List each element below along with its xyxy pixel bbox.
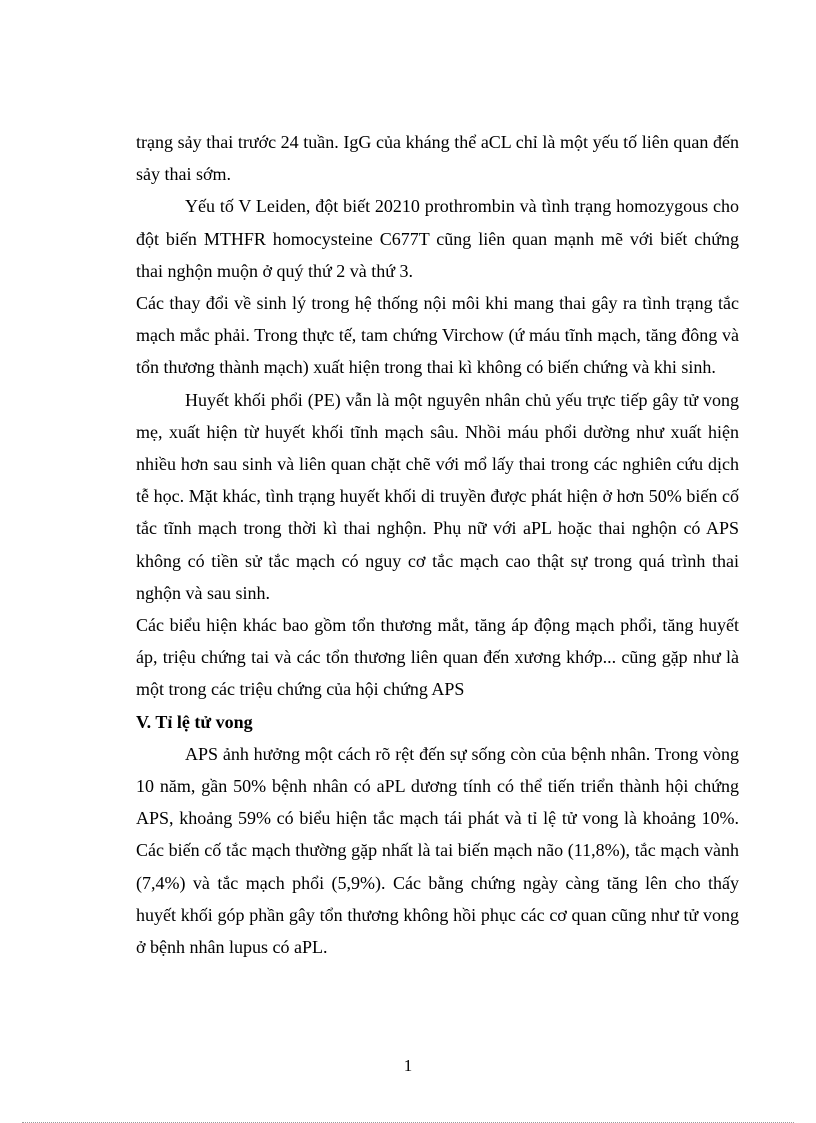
paragraph-continuation: trạng sảy thai trước 24 tuần. IgG của kháng thể aCL chỉ là một yếu tố liên quan đến sảy thai sớm. (136, 132, 739, 185)
document-body (136, 126, 739, 963)
paragraph-other-manifestations: Các biểu hiện khác bao gồm tổn thương mắt, tăng áp động mạch phổi, tăng huyết áp, triệu chứng tai và các tổn thương liên quan đến xương khớp... cũng gặp như là một trong các triệu chứng của hội chứng APS (136, 615, 739, 700)
page-number: 1 (403, 1056, 413, 1075)
paragraph-pulmonary-embolism: Huyết khối phổi (PE) vẫn là một nguyên nhân chủ yếu trực tiếp gây tử vong mẹ, xuất hiện từ huyết khối tĩnh mạch sâu. Nhồi máu phổi dường như xuất hiện nhiều hơn sau sinh và liên quan chặt chẽ với mổ lấy thai trong các nghiên cứu dịch tễ học. Mặt khác, tình trạng huyết khối di truyền được phát hiện ở hơn 50% biến cố tắc tĩnh mạch trong thời kì thai nghộn. Phụ nữ với aPL hoặc thai nghộn có APS không có tiền sử tắc mạch có nguy cơ tắc mạch cao thật sự trong quá trình thai nghộn và sau sinh. (136, 389, 739, 603)
paragraph-mortality: APS ảnh hưởng một cách rõ rệt đến sự sống còn của bệnh nhân. Trong vòng 10 năm, gần 50% bệnh nhân có aPL dương tính có thể tiến triển thành hội chứng APS, khoảng 59% có biểu hiện tắc mạch tái phát và tỉ lệ tử vong là khoảng 10%. Các biến cố tắc mạch thường gặp nhất là tai biến mạch não (11,8%), tắc mạch vành (7,4%) và tắc mạch phổi (5,9%). Các bằng chứng ngày càng tăng lên cho thấy huyết khối góp phần gây tổn thương không hồi phục các cơ quan cũng như tử vong ở bệnh nhân lupus có aPL. (136, 743, 739, 958)
paragraph-factor-v-leiden: Yếu tố V Leiden, đột biết 20210 prothrombin và tình trạng homozygous cho đột biến MTHFR homocysteine C677T cũng liên quan mạnh mẽ với biết chứng thai nghộn muộn ở quý thứ 2 và thứ 3. (136, 196, 739, 281)
section-heading: V. Tỉ lệ tử vong (136, 711, 253, 732)
paragraph-physiology-changes: Các thay đổi về sinh lý trong hệ thống nội môi khi mang thai gây ra tình trạng tắc mạch mắc phải. Trong thực tế, tam chứng Virchow (ứ máu tĩnh mạch, tăng đông và tổn thương thành mạch) xuất hiện trong thai kì không có biến chứng và khi sinh. (136, 293, 739, 378)
